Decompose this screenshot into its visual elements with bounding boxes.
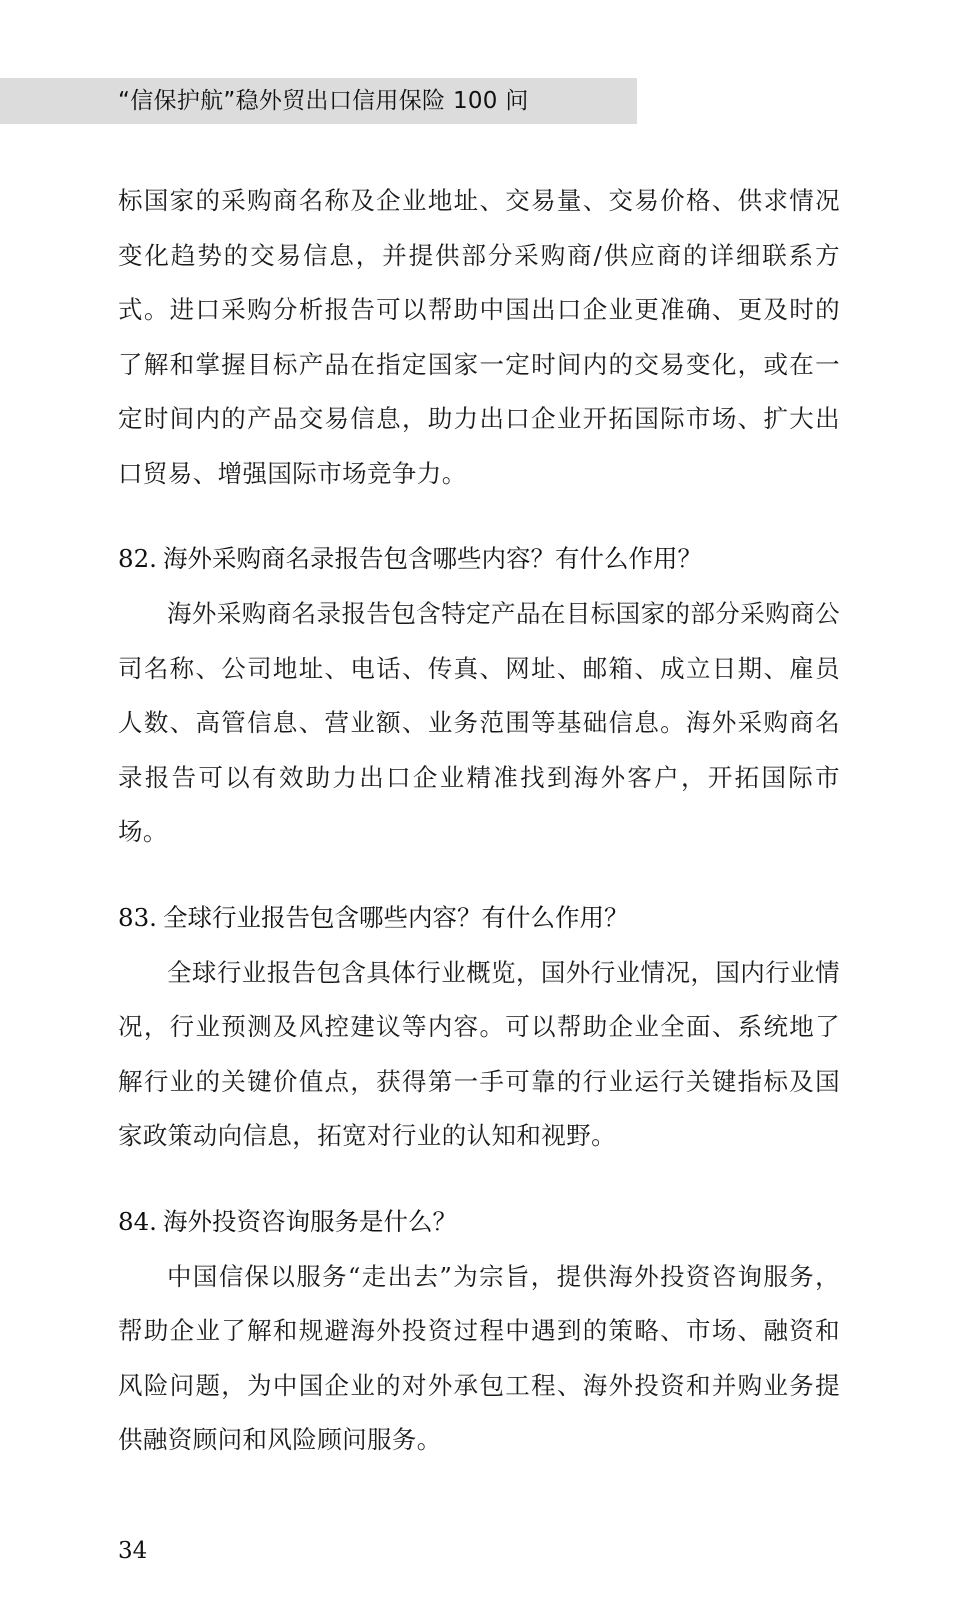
question-section-82 [118,531,840,860]
question-number: 83. [118,902,157,932]
question-number: 84. [118,1206,157,1236]
intro-paragraph: 标国家的采购商名称及企业地址、交易量、交易价格、供求情况变化趋势的交易信息，并提供部分采购商/供应商的详细联系方式。进口采购分析报告可以帮助中国出口企业更准确、更及时的了解和掌握目标产品在指定国家一定时间内的交易变化，或在一定时间内的产品交易信息，助力出口企业开拓国际市场、扩大出口贸易、增强国际市场竞争力。 [118,186,840,488]
question-section-84 [118,1194,840,1468]
answer-paragraph: 中国信保以服务“走出去”为宗旨，提供海外投资咨询服务，帮助企业了解和规避海外投资过程中遇到的策略、市场、融资和风险问题，为中国企业的对外承包工程、海外投资和并购业务提供融资顾问和风险顾问服务。 [118,1261,840,1454]
question-section-83 [118,890,840,1164]
page-body [118,174,840,1468]
question-text: 全球行业报告包含哪些内容？有什么作用？ [162,902,629,932]
question-text: 海外采购商名录报告包含哪些内容？有什么作用？ [162,544,702,573]
question-heading [118,531,840,587]
page-number: 34 [118,1538,148,1564]
question-heading [118,890,840,946]
question-number: 82. [118,544,157,573]
question-heading [118,1194,840,1250]
answer-paragraph: 海外采购商名录报告包含特定产品在目标国家的部分采购商公司名称、公司地址、电话、传真、网址、邮箱、成立日期、雇员人数、高管信息、营业额、业务范围等基础信息。海外采购商名录报告可以有效助力出口企业精准找到海外客户，开拓国际市场。 [118,599,840,846]
question-text: 海外投资咨询服务是什么？ [162,1206,457,1236]
running-header-title: “信保护航”稳外贸出口信用保险 100 问 [118,88,529,114]
answer-paragraph: 全球行业报告包含具体行业概览，国外行业情况，国内行业情况，行业预测及风控建议等内容。可以帮助企业全面、系统地了解行业的关键价值点，获得第一手可靠的行业运行关键指标及国家政策动向信息，拓宽对行业的认知和视野。 [118,957,840,1150]
